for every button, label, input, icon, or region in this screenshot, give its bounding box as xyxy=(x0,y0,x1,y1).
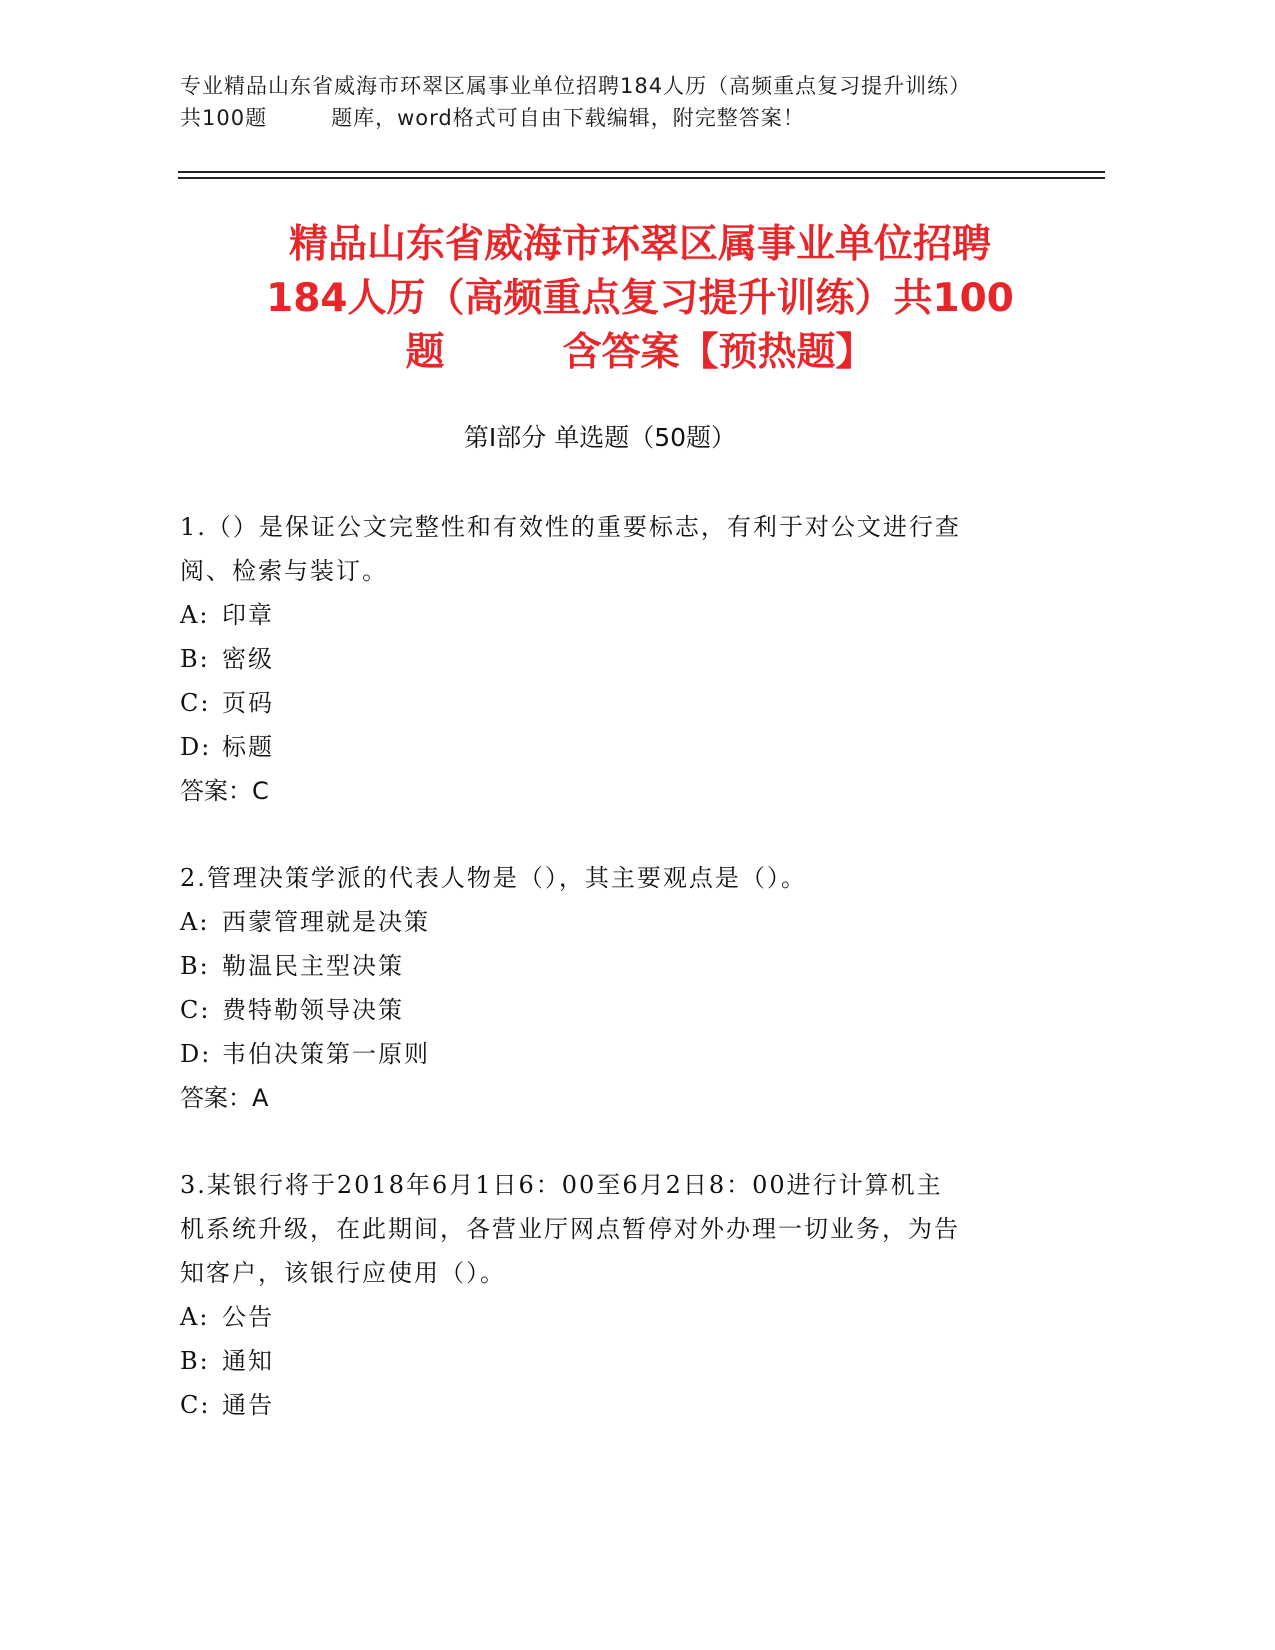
option-a xyxy=(180,593,1040,637)
option-b xyxy=(180,944,1040,988)
question-stem-line: 1.（）是保证公文完整性和有效性的重要标志，有利于对公文进行查 xyxy=(180,513,961,541)
question-stem-line: 知客户，该银行应使用（）。 xyxy=(180,1259,506,1287)
question-1 xyxy=(180,505,1040,813)
header-line-2-left: 共100题 xyxy=(180,106,268,130)
option-key: B: xyxy=(180,1347,210,1375)
option-key: A: xyxy=(180,601,210,629)
question-stem-line: 3.某银行将于2018年6月1日6：00至6月2日8：00进行计算机主 xyxy=(180,1171,943,1199)
question-stem-line: 阅、检索与装订。 xyxy=(180,557,388,585)
option-key: A: xyxy=(180,1303,210,1331)
section-heading: 第Ⅰ部分 单选题（50题） xyxy=(463,423,737,452)
option-text: 勒温民主型决策 xyxy=(222,952,404,980)
option-a xyxy=(180,1295,1040,1339)
option-key: D: xyxy=(180,733,212,761)
title-line-3-right: 含答案【预热题】 xyxy=(562,330,875,375)
option-text: 页码 xyxy=(222,689,274,717)
question-list xyxy=(180,505,1040,1470)
option-b xyxy=(180,1339,1040,1383)
option-key: C: xyxy=(180,689,211,717)
title-line-3 xyxy=(150,326,1130,380)
option-text: 西蒙管理就是决策 xyxy=(222,908,430,936)
option-key: C: xyxy=(180,1391,211,1419)
option-text: 韦伯决策第一原则 xyxy=(222,1040,430,1068)
option-key: C: xyxy=(180,996,211,1024)
header-line-1: 专业精品山东省威海市环翠区属事业单位招聘184人历（高频重点复习提升训练） xyxy=(180,74,972,98)
option-text: 密级 xyxy=(222,645,274,673)
header-line-2-right: 题库，word格式可自由下载编辑，附完整答案！ xyxy=(331,106,805,130)
question-stem-line: 2.管理决策学派的代表人物是（），其主要观点是（）。 xyxy=(180,864,807,892)
document-header-note xyxy=(180,70,1100,134)
title-line-1: 精品山东省威海市环翠区属事业单位招聘 xyxy=(288,222,991,267)
question-stem xyxy=(180,1163,1040,1295)
option-d xyxy=(180,725,1040,769)
option-b xyxy=(180,637,1040,681)
question-3 xyxy=(180,1163,1040,1427)
option-text: 标题 xyxy=(222,733,274,761)
option-text: 通知 xyxy=(222,1347,274,1375)
option-text: 费特勒领导决策 xyxy=(222,996,404,1024)
option-key: B: xyxy=(180,952,210,980)
option-c xyxy=(180,988,1040,1032)
option-c xyxy=(180,681,1040,725)
option-d xyxy=(180,1032,1040,1076)
title-line-3-left: 题 xyxy=(405,330,445,375)
question-stem-line: 机系统升级，在此期间，各营业厅网点暂停对外办理一切业务，为告 xyxy=(180,1215,960,1243)
option-key: A: xyxy=(180,908,210,936)
header-divider-bottom xyxy=(178,177,1105,179)
option-text: 公告 xyxy=(222,1303,274,1331)
question-stem xyxy=(180,856,1040,900)
document-title xyxy=(150,218,1130,380)
header-line-2 xyxy=(180,102,1100,134)
question-stem xyxy=(180,505,1040,593)
option-text: 印章 xyxy=(222,601,274,629)
header-divider-top xyxy=(178,171,1105,173)
option-c xyxy=(180,1383,1040,1427)
question-2 xyxy=(180,856,1040,1120)
title-line-2: 184人历（高频重点复习提升训练）共100 xyxy=(266,276,1014,321)
option-text: 通告 xyxy=(222,1391,274,1419)
option-key: B: xyxy=(180,645,210,673)
answer-line: 答案：C xyxy=(180,777,269,805)
option-key: D: xyxy=(180,1040,212,1068)
option-a xyxy=(180,900,1040,944)
answer-line: 答案：A xyxy=(180,1084,269,1112)
